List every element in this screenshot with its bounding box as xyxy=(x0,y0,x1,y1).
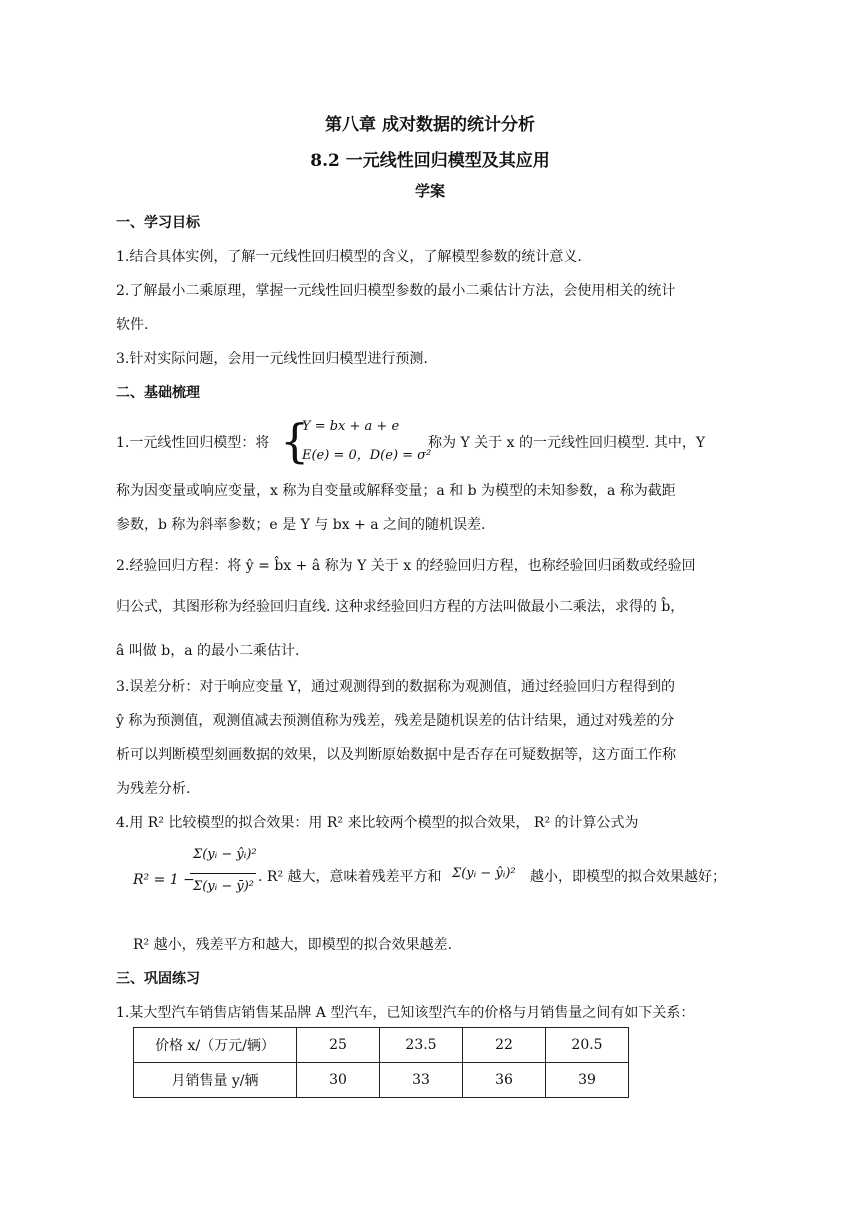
table-row xyxy=(134,1063,629,1098)
objective-3: 3.针对实际问题，会用一元线性回归模型进行预测. xyxy=(116,351,428,367)
model-intro: 1.一元线性回归模型：将 xyxy=(116,435,270,451)
r2-residual-sum: Σ(yᵢ − ŷᵢ)² xyxy=(452,866,516,881)
table-cell: 25 xyxy=(297,1028,380,1063)
objective-1: 1.结合具体实例，了解一元线性回归模型的含义，了解模型参数的统计意义. xyxy=(116,249,582,265)
table-cell: 33 xyxy=(380,1063,463,1098)
r2-denominator: Σ(yᵢ − ȳ)² xyxy=(193,879,255,894)
table-cell: 36 xyxy=(463,1063,546,1098)
heading-basics: 二、基础梳理 xyxy=(116,385,200,401)
model-def-line3: 参数，b 称为斜率参数；e 是 Y 与 bx + a 之间的随机误差. xyxy=(116,517,486,533)
table-cell: 22 xyxy=(463,1028,546,1063)
table-cell: 价格 x/（万元/辆） xyxy=(134,1028,297,1063)
model-def-tail: 称为 Y 关于 x 的一元线性回归模型. 其中，Y xyxy=(428,435,706,451)
residual-line4: 为残差分析. xyxy=(116,781,191,797)
residual-line1: 3.误差分析：对于响应变量 Y，通过观测得到的数据称为观测值，通过经验回归方程得到的 xyxy=(116,679,676,695)
empirical-line2: 归公式，其图形称为经验回归直线. 这种求经验回归方程的方法叫做最小二乘法，求得的 b̂， xyxy=(116,599,685,615)
model-eq-1: Y = bx + a + e xyxy=(302,419,400,434)
empirical-line3: â 叫做 b，a 的最小二乘估计. xyxy=(116,643,300,659)
question-1: 1.某大型汽车销售店销售某品牌 A 型汽车，已知该型汽车的价格与月销售量之间有如下关系： xyxy=(116,1005,695,1021)
empirical-line1: 2.经验回归方程：将 ŷ = b̂x + â 称为 Y 关于 x 的经验回归方程，也称经验回归函数或经验回 xyxy=(116,558,696,574)
section-title: 8.2 一元线性回归模型及其应用 xyxy=(310,151,550,171)
table-cell: 30 xyxy=(297,1063,380,1098)
table-cell: 20.5 xyxy=(546,1028,629,1063)
objective-2a: 2.了解最小二乘原理，掌握一元线性回归模型参数的最小二乘估计方法，会使用相关的统计 xyxy=(116,283,676,299)
r2-tail-text: 越小，即模型的拟合效果越好； xyxy=(530,869,726,885)
r2-numerator: Σ(yᵢ − ŷᵢ)² xyxy=(193,847,257,862)
price-sales-table xyxy=(133,1027,629,1098)
r2-line1: 4.用 R² 比较模型的拟合效果：用 R² 来比较两个模型的拟合效果， R² 的计算公式为 xyxy=(116,815,639,831)
heading-objectives: 一、学习目标 xyxy=(116,215,200,231)
table-row xyxy=(134,1028,629,1063)
fraction-bar xyxy=(190,873,256,874)
table-cell: 23.5 xyxy=(380,1028,463,1063)
objective-2b: 软件. xyxy=(116,317,149,333)
brace-icon: { xyxy=(280,414,310,468)
table-cell: 月销售量 y/辆 xyxy=(134,1063,297,1098)
model-eq-2: E(e) = 0，D(e) = σ² xyxy=(302,448,432,463)
r2-formula-lhs: R² = 1 − xyxy=(133,872,195,888)
chapter-title: 第八章 成对数据的统计分析 xyxy=(325,115,535,135)
r2-line3: R² 越小，残差平方和越大，即模型的拟合效果越差. xyxy=(133,937,453,953)
residual-line3: 析可以判断模型刻画数据的效果，以及判断原始数据中是否存在可疑数据等，这方面工作称 xyxy=(116,747,676,763)
r2-mid-text: . R² 越大，意味着残差平方和 xyxy=(258,869,442,885)
table-cell: 39 xyxy=(546,1063,629,1098)
subtitle: 学案 xyxy=(414,182,445,200)
model-def-line2: 称为因变量或响应变量，x 称为自变量或解释变量；a 和 b 为模型的未知参数，a 称为截距 xyxy=(116,483,676,499)
heading-practice: 三、巩固练习 xyxy=(116,971,200,987)
residual-line2: ŷ 称为预测值，观测值减去预测值称为残差，残差是随机误差的估计结果，通过对残差的分 xyxy=(116,713,675,729)
